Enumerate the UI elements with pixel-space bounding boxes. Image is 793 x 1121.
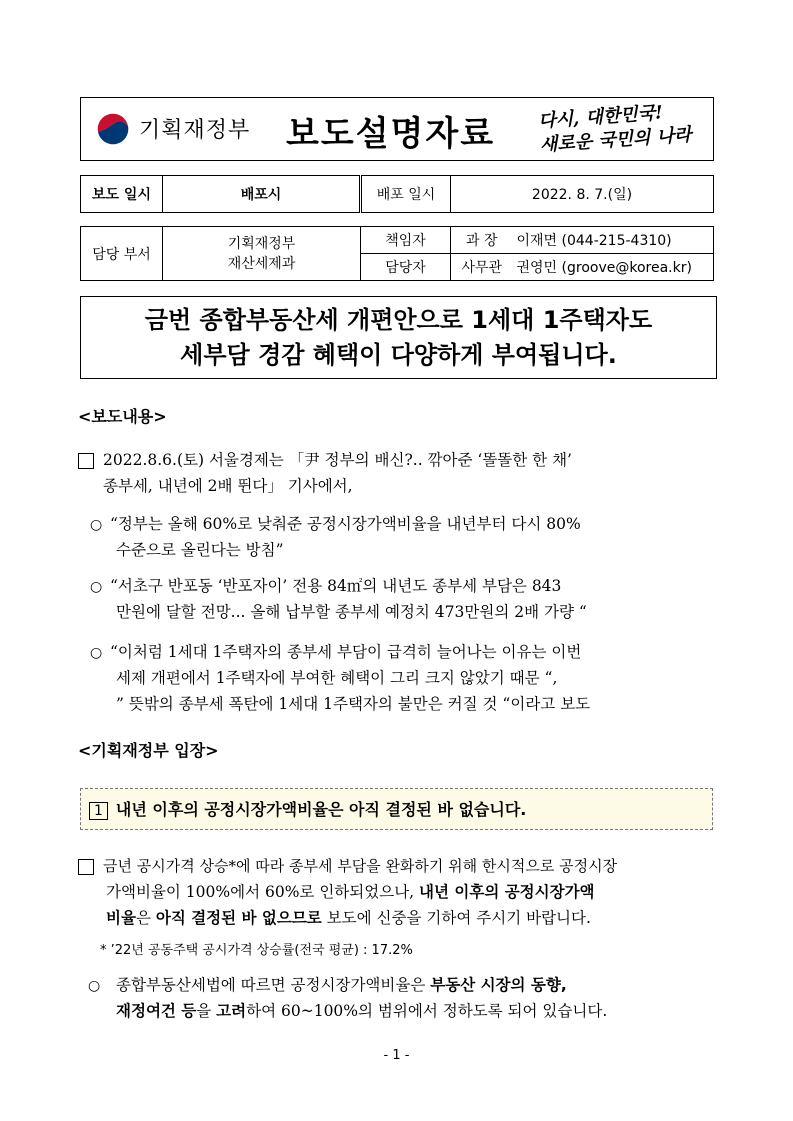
emphasis-text: 비율 [106, 909, 136, 927]
head-label: 책임자 [361, 227, 451, 254]
position-line [106, 879, 595, 905]
circle-bullet-icon: ○ [88, 978, 101, 994]
government-emblem-icon [95, 112, 131, 148]
contact-table [80, 226, 714, 281]
staff-title: 사무관 [451, 254, 513, 281]
quote-line: 수준으로 올린다는 방침” [116, 541, 284, 559]
slogan-line: 다시, 대한민국! [537, 102, 664, 132]
position-heading: <기획재정부 입장> [78, 741, 219, 760]
quote-line: 만원에 달할 전망... 올해 납부할 종부세 예정치 473만원의 2배 가량 “ [116, 603, 587, 621]
text-run: 가액비율이 100%에서 60%로 인하되었으나, [106, 883, 420, 901]
emphasis-text: 고려 [216, 1002, 247, 1020]
department-line: 기획재정부 [227, 235, 296, 252]
department-name [163, 227, 361, 281]
staff-name: 권영민 (groove@korea.kr) [513, 254, 714, 281]
quote-line: 세제 개편에서 1주택자에 부여한 혜택이 그리 크지 않았기 때문 “, [116, 669, 558, 687]
position-line: 금년 공시가격 상승*에 따라 종부세 부담을 완화하기 위해 한시적으로 공정시장 [103, 857, 618, 875]
checkbox-bullet-icon [78, 859, 94, 877]
staff-label: 담당자 [361, 254, 451, 281]
quote-line: “정부는 올해 60%로 낮춰준 공정시장가액비율을 내년부터 다시 80% [110, 515, 581, 533]
head-title: 과 장 [451, 227, 513, 254]
quote-line: “서초구 반포동 ‘반포자이’ 전용 84㎡의 내년도 종부세 부담은 843 [110, 577, 562, 595]
quote-line: “이처럼 1세대 1주택자의 종부세 부담이 급격히 늘어나는 이유는 이번 [110, 643, 582, 661]
release-date-value: 배포시 [163, 176, 361, 213]
document-type: 보도설명자료 [286, 114, 496, 154]
distribution-date-value: 2022. 8. 7.(일) [451, 176, 714, 213]
slogan-line: 새로운 국민의 나라 [539, 124, 693, 156]
department-line: 재산세제과 [227, 255, 296, 272]
key-point-text: 내년 이후의 공정시장가액비율은 아직 결정된 바 없습니다. [115, 800, 527, 819]
slogan [538, 98, 711, 158]
footnote: * ’22년 공동주택 공시가격 상승률(전국 평균) : 17.2% [100, 943, 413, 958]
checkbox-bullet-icon [78, 453, 94, 471]
circle-bullet-icon: ○ [90, 517, 103, 533]
department-label: 담당 부서 [81, 227, 163, 281]
emphasis-text: 재정여건 등 [116, 1002, 197, 1020]
text-run: 하여 60~100%의 범위에서 정하도록 되어 있습니다. [246, 1002, 608, 1020]
position-line [116, 998, 607, 1024]
page-number: - 1 - [383, 1048, 410, 1063]
headline-box [80, 296, 717, 379]
release-info-table [80, 175, 714, 213]
text-run: 종합부동산세법에 따르면 공정시장가액비율은 [116, 976, 431, 994]
text-run: 보도에 신중을 기하여 주시기 바랍니다. [321, 909, 591, 927]
emphasis-text: 부동산 시장의 동향, [430, 976, 567, 994]
key-point-box [80, 788, 713, 830]
letterhead [80, 97, 714, 161]
intro-line: 종부세, 내년에 2배 뛴다」 기사에서, [103, 477, 353, 495]
text-run: 을 [196, 1002, 217, 1020]
release-date-label: 보도 일시 [81, 176, 163, 213]
headline-line: 세부담 경감 혜택이 다양하게 부여됩니다. [180, 341, 617, 369]
circle-bullet-icon: ○ [90, 645, 103, 661]
point-number: 1 [89, 802, 108, 820]
text-run: 은 [135, 909, 156, 927]
circle-bullet-icon: ○ [90, 579, 103, 595]
headline-line: 금번 종합부동산세 개편안으로 1세대 1주택자도 [144, 306, 653, 334]
emphasis-text: 내년 이후의 공정시장가액 [419, 883, 595, 901]
report-heading: <보도내용> [78, 407, 167, 426]
ministry-name: 기획재정부 [139, 118, 251, 143]
emphasis-text: 아직 결정된 바 없으므로 [155, 909, 322, 927]
quote-line: ” 뜻밖의 종부세 폭탄에 1세대 1주택자의 불만은 커질 것 “이라고 보도 [116, 695, 591, 713]
position-line [116, 972, 567, 998]
position-line [106, 905, 591, 931]
intro-line: 2022.8.6.(토) 서울경제는 「尹 정부의 배신?.. 깎아준 ‘똘똘한 한 채’ [103, 451, 572, 469]
head-name: 이재면 (044-215-4310) [513, 227, 714, 254]
distribution-date-label: 배포 일시 [361, 176, 451, 213]
